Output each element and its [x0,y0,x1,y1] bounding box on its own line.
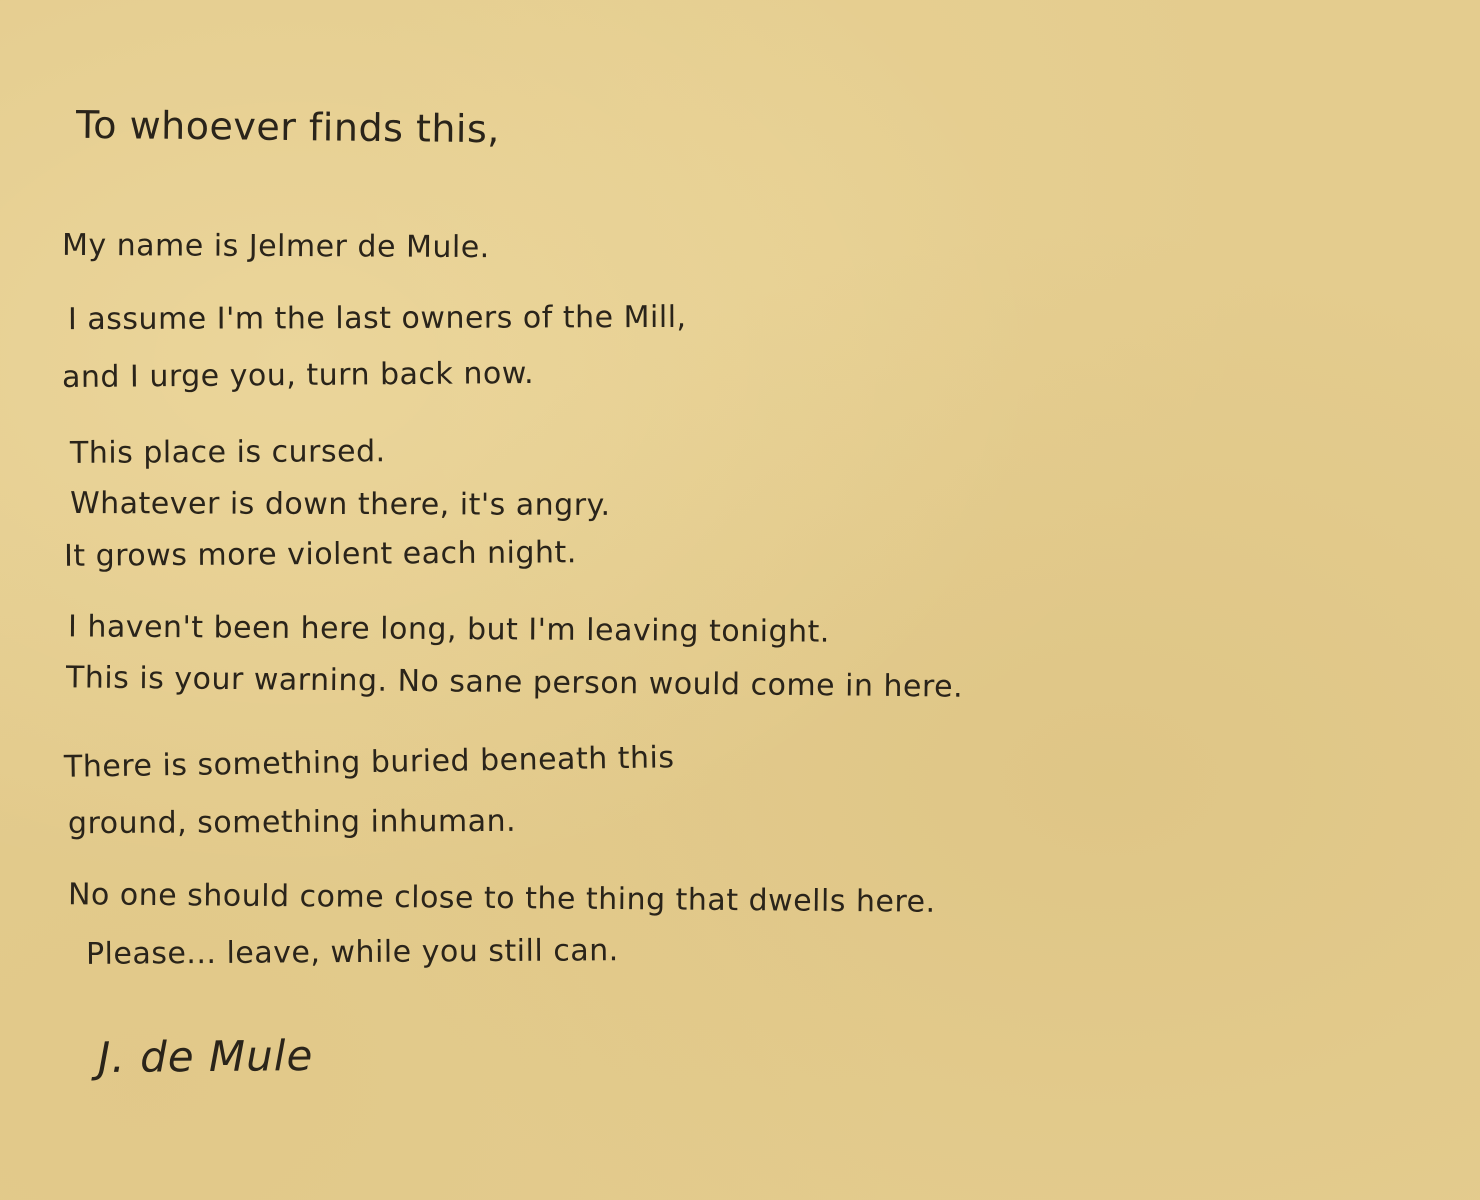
letter-line: There is something buried beneath this [63,740,675,785]
letter-line: Whatever is down there, it's angry. [69,486,611,523]
letter-line: and I urge you, turn back now. [61,355,535,396]
letter-greeting: To whoever finds this, [75,102,501,152]
letter-line: I haven't been here long, but I'm leaving tonight. [67,609,831,650]
letter-line: My name is Jelmer de Mule. [61,227,490,266]
letter-line: This is your warning. No sane person would come in here. [65,660,964,705]
letter-line: I assume I'm the last owners of the Mill, [67,299,687,338]
letter-signature: J. de Mule [97,1031,314,1082]
letter-line: ground, something inhuman. [67,803,517,842]
letter-line: No one should come close to the thing that dwells here. [67,877,936,920]
letter-line: This place is cursed. [69,434,386,471]
letter-line: Please... leave, while you still can. [85,933,619,972]
letter-line: It grows more violent each night. [63,535,577,574]
